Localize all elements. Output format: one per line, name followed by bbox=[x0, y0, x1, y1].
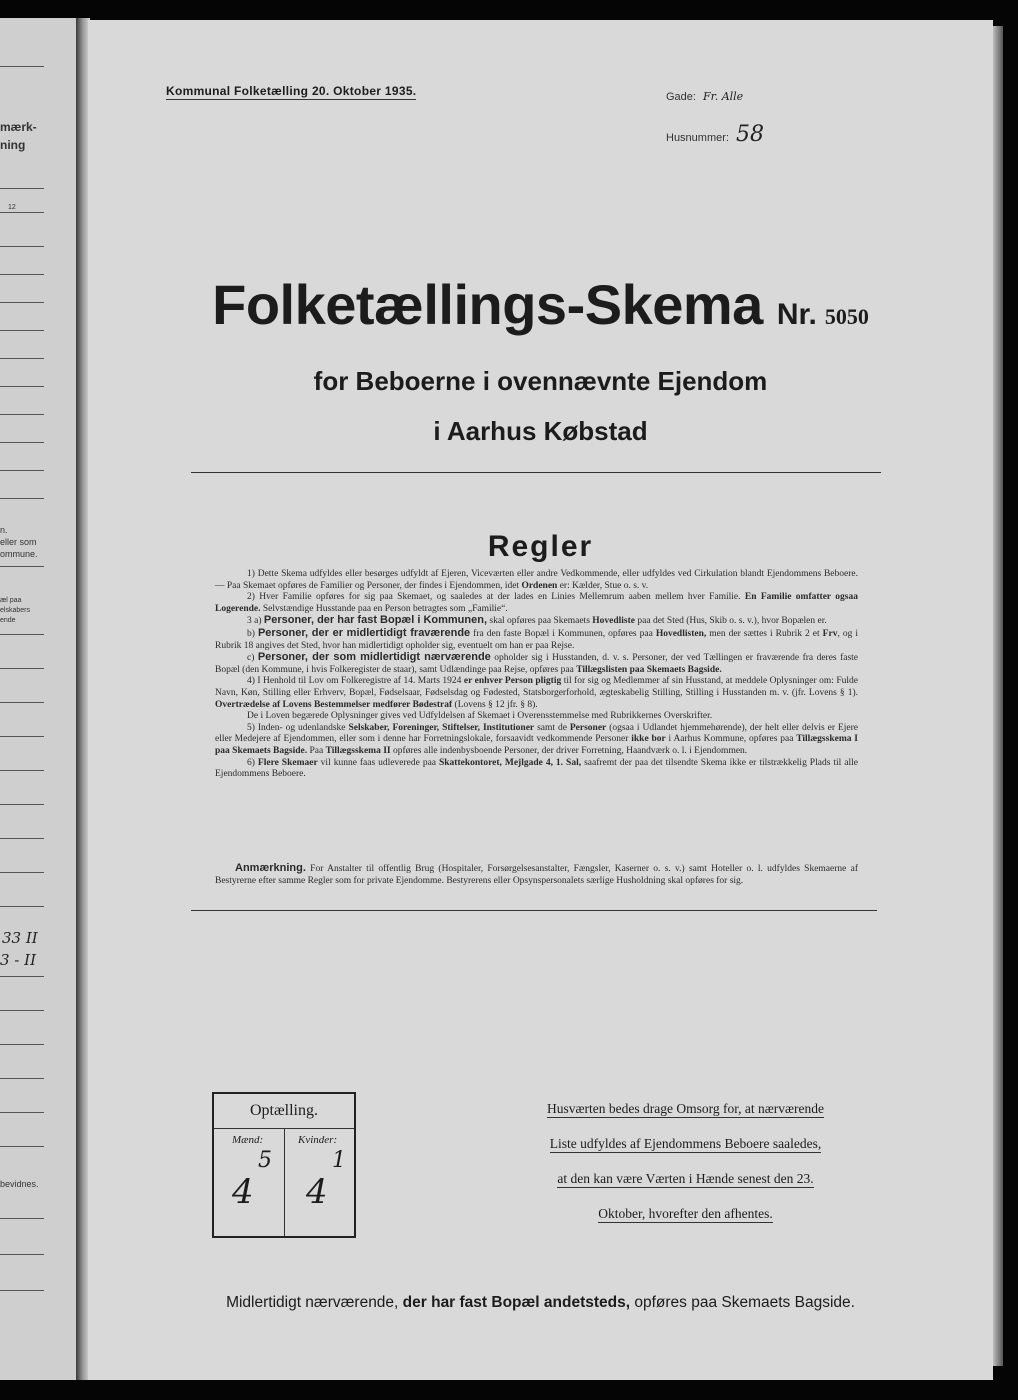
fragment-text: æl paa bbox=[0, 597, 22, 604]
fragment-text: mærk- bbox=[0, 120, 37, 134]
handwritten-note: 3 - II bbox=[0, 951, 36, 969]
men-label: Mænd: bbox=[232, 1134, 264, 1146]
divider bbox=[0, 566, 44, 567]
divider bbox=[0, 1044, 44, 1045]
adjacent-page bbox=[0, 18, 78, 1380]
husnummer-label: Husnummer: bbox=[666, 132, 729, 144]
fragment-text: bevidnes. bbox=[0, 1179, 39, 1189]
fragment-text: n. bbox=[0, 525, 8, 535]
gade-field bbox=[666, 90, 743, 103]
divider bbox=[0, 188, 44, 189]
notice-line: Oktober, hvorefter den afhentes. bbox=[598, 1206, 773, 1221]
note-label: Anmærkning. bbox=[235, 862, 306, 874]
fragment-text: ommune. bbox=[0, 549, 38, 559]
divider bbox=[0, 498, 44, 499]
note-text: For Anstalter til offentlig Brug (Hospitaler, Forsørgelsesanstalter, Fængsler, Kaserner o. s. v.) samt Hoteller o. l. udfyldes Skemaerne af Bestyrerne efter samme Regler som for private Ejendomme. Bestyrerens eller Opsynspersonalets særlige Husholdning skal opføres for sig. bbox=[215, 864, 858, 886]
divider bbox=[0, 872, 44, 873]
gade-label: Gade: bbox=[666, 91, 696, 103]
rule-4: 4) I Henhold til Lov om Folkeregistre af 14. Marts 1924 er enhver Person pligtig til for sig og Medlemmer af sin Husstand, at meddele Oplysninger om: Fulde Navn, Køn, Stilling eller Erhverv, Bopæl, Fødselsaar, Fødselsdag og Fødested, Statsborgerforhold, ægteskabelig Stilling, Stilling i Husstanden m. v. (jfr. Lovens § 1). Overtrædelse af Lovens Bestemmelser medfører Bødestraf (Lovens § 12 jfr. § 8). bbox=[215, 676, 858, 710]
divider bbox=[0, 246, 44, 247]
divider bbox=[0, 906, 44, 907]
divider bbox=[0, 668, 44, 669]
women-count-mark: 1 bbox=[332, 1148, 346, 1173]
husnummer-field bbox=[666, 122, 764, 147]
rule-3c: c) Personer, der som midlertidigt nærværende opholder sig i Husstanden, d. v. s. Personer, der ved Tællingen er fraværende fra deres faste Bopæl (den Kommune, i hvis Folkeregister de staar), samt Udlændinge paa Rejse, opføres paa Tillægslisten paa Skemaets Bagside. bbox=[215, 651, 858, 675]
column-number: 12 bbox=[8, 204, 16, 211]
divider bbox=[0, 442, 44, 443]
note-section bbox=[215, 862, 858, 887]
divider bbox=[0, 1146, 44, 1147]
rule-2: 2) Hver Familie opføres for sig paa Skemaet, og saaledes at der lades en Linies Mellemrum aaben mellem hver Familie. En Familie omfatter ogsaa Logerende. Selvstændige Husstande paa en Person betragtes som „Familie“. bbox=[215, 592, 858, 614]
women-label: Kvinder: bbox=[298, 1134, 338, 1146]
divider bbox=[0, 1254, 44, 1255]
census-header: Kommunal Folketælling 20. Oktober 1935. bbox=[166, 84, 417, 98]
subtitle-line-1: for Beboerne i ovennævnte Ejendom bbox=[313, 366, 768, 396]
divider bbox=[0, 386, 44, 387]
rule-4-note: De i Loven begærede Oplysninger gives ved Udfyldelsen af Skemaet i Overensstemmelse med Rubrikkernes Overskrifter. bbox=[247, 711, 713, 722]
divider bbox=[0, 274, 44, 275]
rules-text bbox=[215, 569, 858, 781]
fragment-text: eller som bbox=[0, 537, 37, 547]
count-box bbox=[212, 1092, 356, 1238]
divider bbox=[191, 910, 877, 911]
divider bbox=[0, 212, 44, 213]
women-count: 4 bbox=[306, 1172, 328, 1212]
divider bbox=[0, 1218, 44, 1219]
divider bbox=[0, 702, 44, 703]
rule-5: 5) Inden- og udenlandske Selskaber, Foreninger, Stiftelser, Institutioner samt de Personer (ogsaa i Udlandet hjemmehørende), der helt eller delvis er Ejere eller Medejere af Ejendommen, eller som i denne har Forretningslokale, forsaavidt vedkommende Personer ikke bor i Aarhus Kommune, opføres paa Tillægsskema I paa Skemaets Bagside. Paa Tillægsskema II opføres alle indenbysboende Personer, der driver Forretning, Haandværk o. l. i Ejendommen. bbox=[215, 722, 858, 756]
divider bbox=[0, 770, 44, 771]
subtitle-line-2: i Aarhus Købstad bbox=[433, 416, 648, 446]
divider bbox=[0, 66, 44, 67]
divider bbox=[0, 358, 44, 359]
census-form-page bbox=[88, 20, 993, 1380]
notice-line: Husværten bedes drage Omsorg for, at nærværende bbox=[546, 1101, 825, 1116]
fragment-text: ning bbox=[0, 138, 26, 152]
divider bbox=[0, 414, 44, 415]
divider bbox=[191, 472, 881, 473]
divider bbox=[0, 976, 44, 977]
rule-3a: 3 a) Personer, der har fast Bopæl i Kommunen, skal opføres paa Skemaets Hovedliste paa det Sted (Hus, Skib o. s. v.), hvor Bopælen er. bbox=[247, 614, 827, 627]
divider bbox=[0, 838, 44, 839]
men-count-correction: 5 bbox=[258, 1148, 272, 1173]
page-edge bbox=[993, 26, 1003, 1366]
form-number: 5050 bbox=[824, 304, 869, 329]
fragment-text: elskabers bbox=[0, 607, 30, 614]
fragment-text: ende bbox=[0, 617, 16, 624]
rule-3b: b) Personer, der er midlertidigt fraværende fra den faste Bopæl i Kommunen, opføres paa Hovedlisten, men der sættes i Rubrik 2 et Frv, og i Rubrik 18 angives det Sted, hvor han midlertidigt opholder sig, eventuelt om han er paa Rejse. bbox=[215, 626, 858, 651]
divider bbox=[0, 302, 44, 303]
title-nr-label: Nr. bbox=[776, 298, 817, 331]
form-title bbox=[88, 272, 993, 337]
handwritten-note: 33 II bbox=[2, 929, 38, 947]
divider bbox=[0, 736, 44, 737]
rule-1: 1) Dette Skema udfyldes eller besørges udfyldt af Ejeren, Viceværten eller andre Vedkommende, eller udfyldes ved Cirkulation blandt Ejendommens Beboere. — Paa Skemaet opføres de Familier og Personer, der findes i Ejendommen, idet Ordenen er: Kælder, Stue o. s. v. bbox=[215, 569, 858, 591]
divider bbox=[0, 804, 44, 805]
divider bbox=[0, 1010, 44, 1011]
divider bbox=[0, 330, 44, 331]
gade-value: Fr. Alle bbox=[703, 90, 744, 103]
husnummer-value: 58 bbox=[736, 122, 765, 147]
footer-note: Midlertidigt nærværende, der har fast Bopæl andetsteds, opføres paa Skemaets Bagside. bbox=[226, 1294, 855, 1311]
notice-line: at den kan være Værten i Hænde senest den 23. bbox=[557, 1171, 814, 1186]
count-box-divider bbox=[284, 1128, 285, 1236]
divider bbox=[0, 634, 44, 635]
notice-line: Liste udfyldes af Ejendommens Beboere saaledes, bbox=[549, 1136, 822, 1151]
divider bbox=[0, 1290, 44, 1291]
title-main: Folketællings-Skema bbox=[212, 273, 763, 336]
men-count: 4 bbox=[232, 1172, 254, 1212]
divider bbox=[0, 1112, 44, 1113]
count-box-title: Optælling. bbox=[214, 1094, 354, 1129]
rules-heading: Regler bbox=[487, 530, 594, 563]
divider bbox=[0, 1078, 44, 1079]
divider bbox=[0, 470, 44, 471]
rule-6: 6) Flere Skemaer vil kunne faas udleverede paa Skattekontoret, Mejlgade 4, 1. Sal, saafremt der paa det tilsendte Skema ikke er tilstrækkelig Plads til alle Ejendommens Beboere. bbox=[215, 757, 858, 780]
